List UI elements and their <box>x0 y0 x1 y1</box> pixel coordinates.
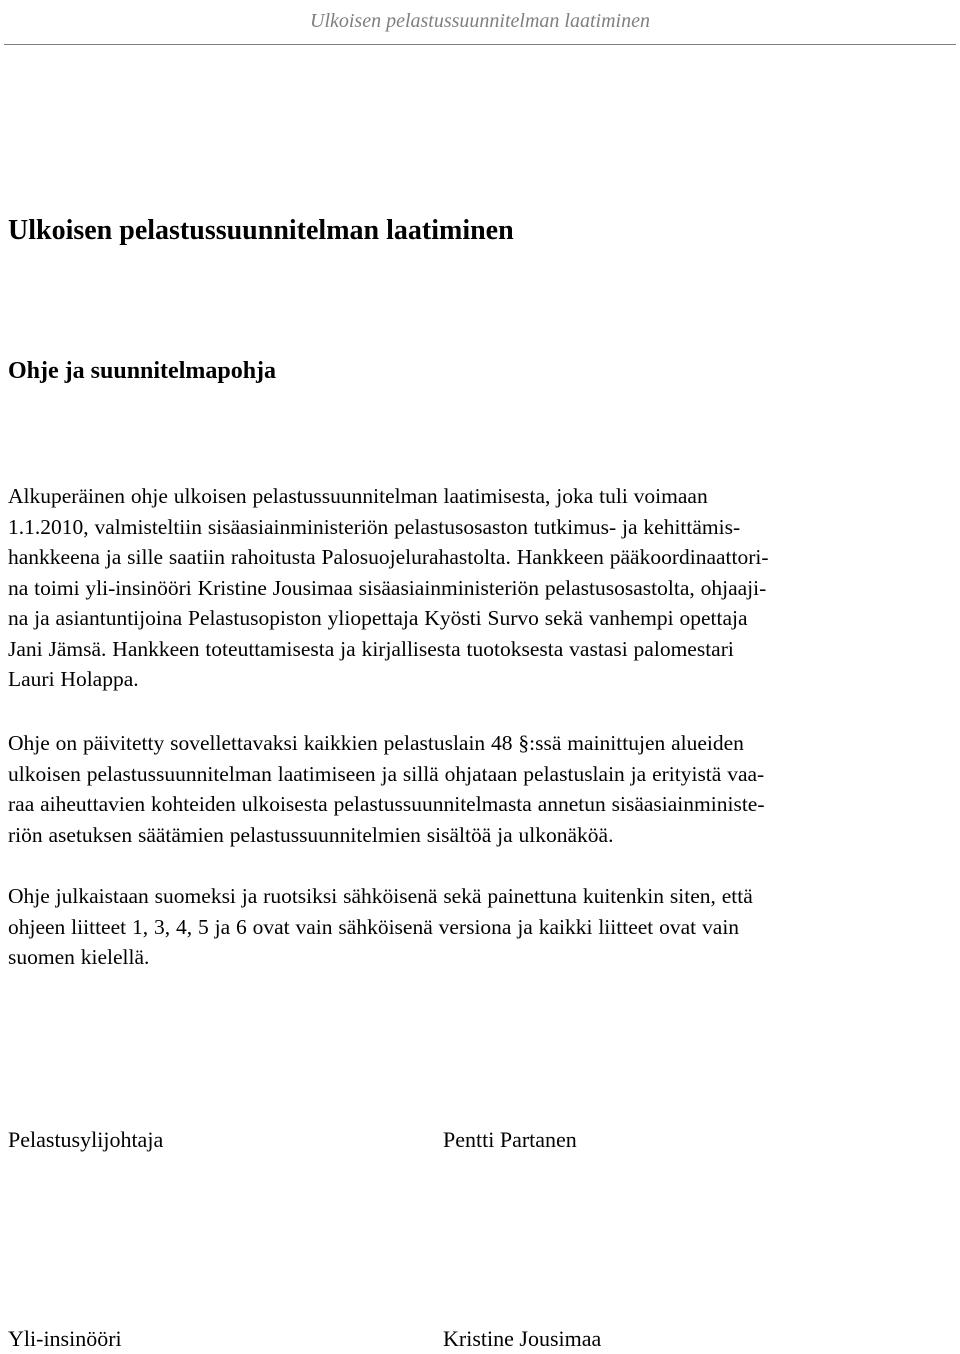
paragraph-line: riön asetuksen säätämien pelastussuunnitelmien sisältöä ja ulkonäköä. <box>8 822 614 847</box>
paragraph-line: hankkeena ja sille saatiin rahoitusta Palosuojelurahastolta. Hankkeen pääkoordinaattori- <box>8 545 769 569</box>
paragraph-line: na ja asiantuntijoina Pelastusopiston yliopettaja Kyösti Survo sekä vanhempi opettaja <box>8 606 748 630</box>
signatory-title: Yli-insinööri <box>8 1326 122 1351</box>
document-title: Ulkoisen pelastussuunnitelman laatiminen <box>8 215 514 246</box>
paragraph-line: na toimi yli-insinööri Kristine Jousimaa sisäasiainministeriön pelastusosastolta, ohjaaji- <box>8 575 767 600</box>
paragraph-line: Ohje on päivitetty sovellettavaksi kaikkien pelastuslain 48 §:ssä mainittujen alueiden <box>8 731 744 755</box>
paragraph-line: suomen kielellä. <box>8 945 150 969</box>
paragraph-line: ulkoisen pelastussuunnitelman laatimiseen ja sillä ohjataan pelastuslain ja erityistä vaa- <box>8 761 765 786</box>
paragraph-line: Alkuperäinen ohje ulkoisen pelastussuunnitelman laatimisesta, joka tuli voimaan <box>8 484 708 508</box>
paragraph-line: Ohje julkaistaan suomeksi ja ruotsiksi sähköisenä sekä painettuna kuitenkin siten, että <box>8 884 753 908</box>
header-divider <box>4 44 956 45</box>
signatory-title: Pelastusylijohtaja <box>8 1127 164 1152</box>
running-header: Ulkoisen pelastussuunnitelman laatiminen <box>310 10 650 32</box>
paragraph-background <box>8 481 922 695</box>
paragraph-line: 1.1.2010, valmisteltiin sisäasiainministeriön pelastusosaston tutkimus- ja kehittämis- <box>8 514 741 539</box>
paragraph-line: ohjeen liitteet 1, 3, 4, 5 ja 6 ovat vain sähköisenä versiona ja kaikki liitteet ovat vain <box>8 914 740 939</box>
document-subtitle: Ohje ja suunnitelmapohja <box>8 358 277 384</box>
paragraph-line: Lauri Holappa. <box>8 667 139 691</box>
signatory-name: Pentti Partanen <box>443 1127 577 1152</box>
paragraph-line: raa aiheuttavien kohteiden ulkoisesta pelastussuunnitelmasta annetun sisäasiainministe- <box>8 792 765 816</box>
paragraph-line: Jani Jämsä. Hankkeen toteuttamisesta ja kirjallisesta tuotoksesta vastasi palomestari <box>8 636 734 661</box>
paragraph-publication <box>8 881 922 973</box>
paragraph-update <box>8 728 922 850</box>
signatory-name: Kristine Jousimaa <box>443 1326 602 1351</box>
